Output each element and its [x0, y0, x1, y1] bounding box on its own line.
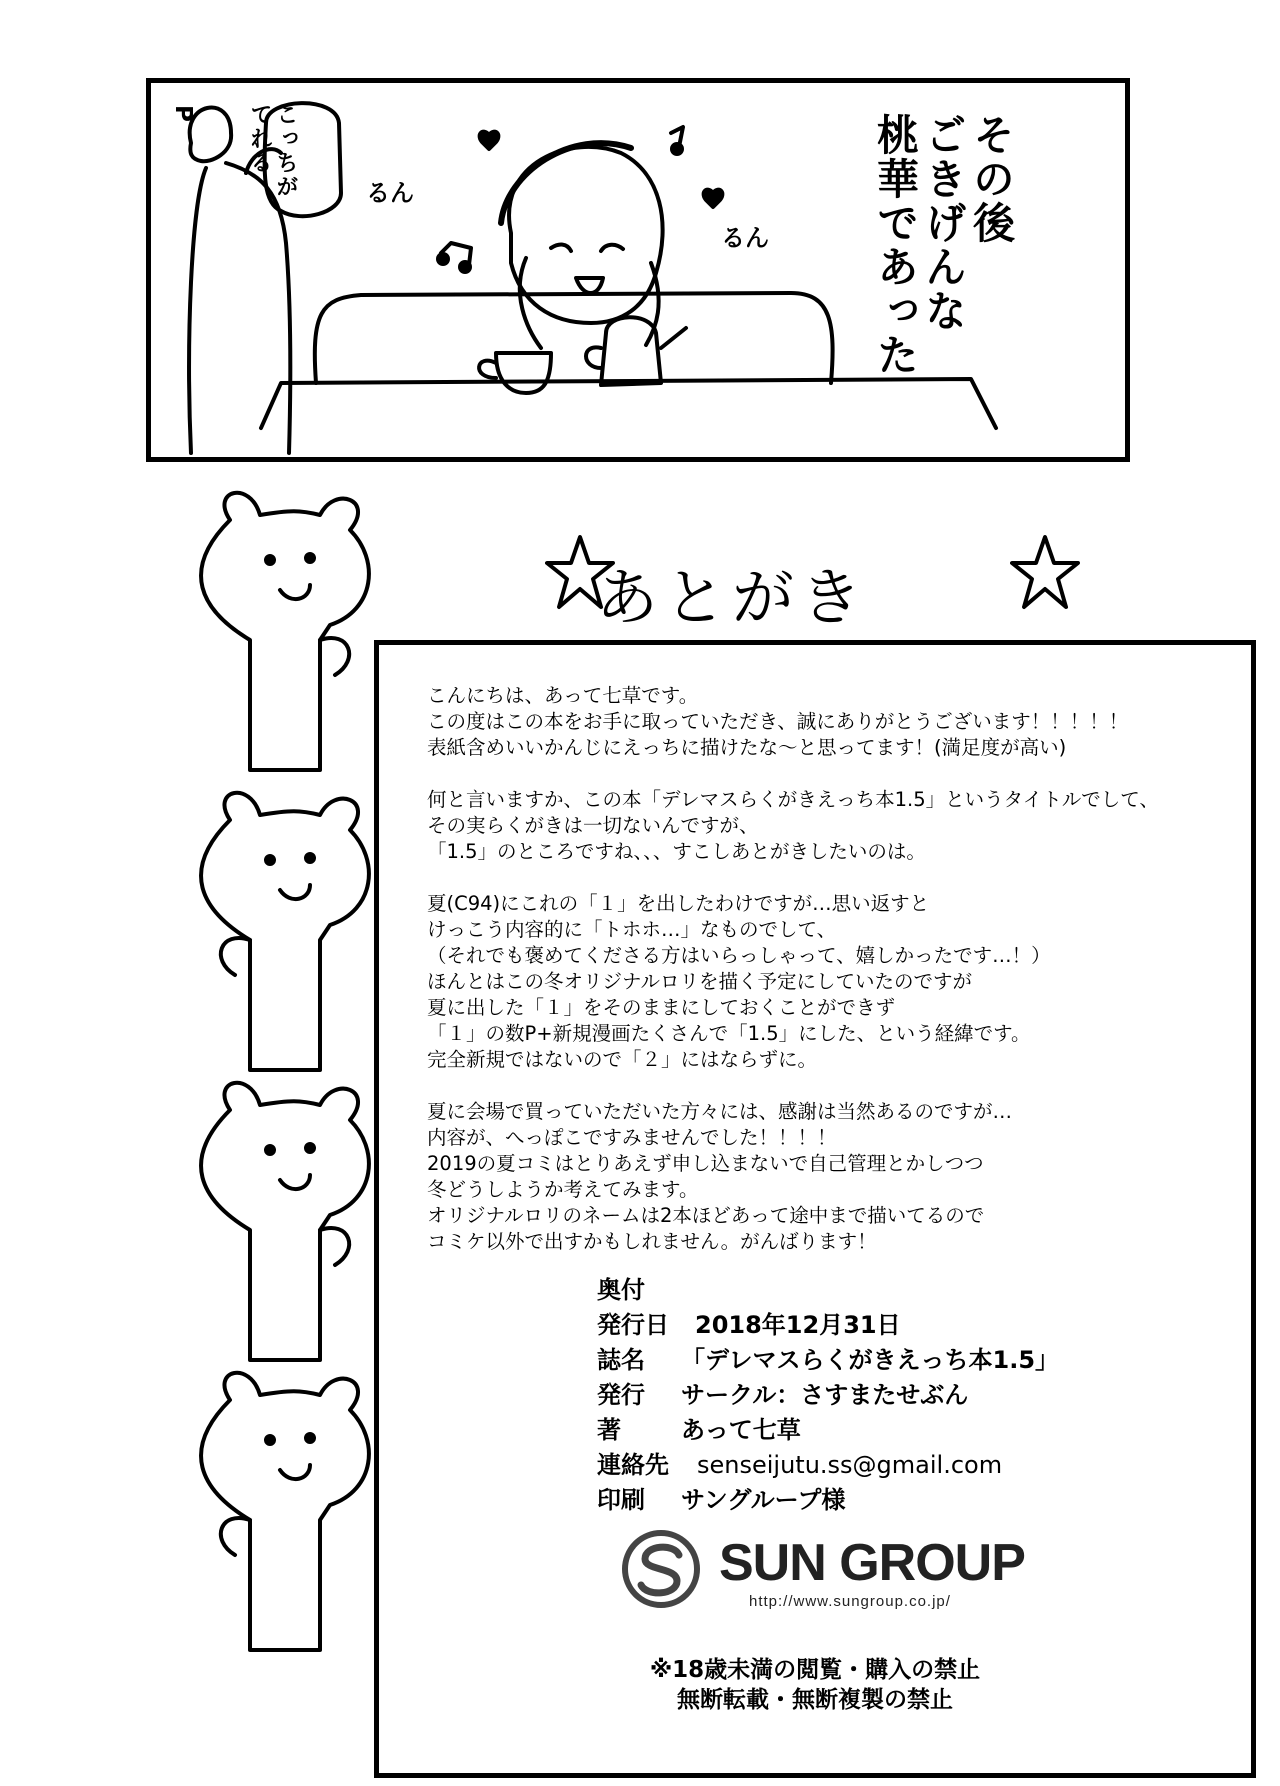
sfx-run-right: るん	[721, 224, 769, 252]
teacup	[496, 353, 551, 393]
afterword-paragraph: 何と言いますか、この本「デレマスらくがきえっち本1.5」というタイトルでして、 その実らくがきは一切ないんですが、 「1.5」のところですね、、、すこしあとがきしたいのは。	[427, 788, 1159, 863]
colophon-key: 発行日	[597, 1311, 669, 1339]
afterword-body	[427, 683, 1227, 1281]
comic-panel	[146, 78, 1130, 462]
afterword-paragraph: 夏に会場で買っていただいた方々には、感謝は当然あるのですが… 内容が、へっぽこですみませんでした！！！！ 2019の夏コミはとりあえず申し込まないで自己管理とかしつつ 冬どうしようか考えてみます。 オリジナルロリのネームは2本ほどあって途中まで描いてるので コミケ以外で出すかもしれません。がんばります！	[427, 1100, 1013, 1253]
girl-mouth	[576, 278, 603, 293]
narration-text: その後 ごきげんな 桃華であった	[871, 113, 1016, 377]
sun-group-logo	[619, 1527, 1039, 1627]
colophon-row	[597, 1483, 1059, 1518]
colophon-row	[597, 1413, 1059, 1448]
bear-2	[201, 793, 369, 1070]
colophon-heading: 奥付	[597, 1276, 645, 1304]
speech-bubble-text: こっちが てれる	[247, 103, 298, 199]
colophon-value: 2018年12月31日	[695, 1311, 901, 1339]
colophon-value: サングループ様	[681, 1486, 846, 1514]
star-icon-right	[1010, 533, 1080, 613]
sun-group-logo-text: SUN GROUP	[719, 1534, 1025, 1592]
bear-3	[201, 1083, 369, 1360]
heart-icon-2	[704, 190, 723, 207]
colophon-key: 連絡先	[597, 1451, 669, 1479]
colophon-key: 発行	[597, 1381, 645, 1409]
teapot	[601, 317, 661, 385]
colophon-row	[597, 1448, 1059, 1483]
heart-icon	[480, 132, 499, 149]
couch	[315, 293, 833, 383]
bear-column	[160, 490, 390, 1770]
colophon-row	[597, 1308, 1059, 1343]
colophon-row	[597, 1343, 1059, 1378]
colophon	[597, 1273, 1059, 1518]
bear-1	[201, 493, 369, 770]
afterword-box	[374, 640, 1256, 1778]
bear-4	[201, 1373, 369, 1650]
colophon-row	[597, 1378, 1059, 1413]
girl-head	[509, 147, 663, 323]
warnings	[379, 1655, 1251, 1715]
p-body-left	[189, 168, 206, 453]
afterword-paragraph: 夏(C94)にこれの「１」を出したわけですが…思い返すと けっこう内容的に「トホホ…」なものでして、 （それでも褒めてくださる方はいらっしゃって、嬉しかったです…！） ほんとはこの冬オリジナルロリを描く予定にしていたのですが 夏に出した「１」をそのままにしておくことができず 「１」の数P+新規漫画たくさんで「1.5」にした、という経緯です。 完全新規ではないので「２」にはならずに。	[427, 892, 1051, 1071]
colophon-value: サークル：さすまたせぶん	[681, 1381, 969, 1409]
sun-group-url[interactable]: http://www.sungroup.co.jp/	[749, 1593, 951, 1610]
afterword-title: あとがき	[596, 561, 869, 634]
p-label: P	[170, 105, 196, 124]
sun-group-logo-icon	[619, 1527, 709, 1617]
colophon-value: あって七草	[681, 1416, 801, 1444]
age-restriction-warning: ※18歳未満の閲覧・購入の禁止	[649, 1657, 981, 1683]
headband	[501, 143, 631, 223]
copyright-warning: 無断転載・無断複製の禁止	[677, 1687, 953, 1713]
colophon-value: 「デレマスらくがきえっち本1.5」	[681, 1346, 1060, 1374]
sfx-run-left: るん	[366, 179, 414, 207]
afterword-paragraph: こんにちは、あって七草です。 この度はこの本をお手に取っていただき、誠にありがとうございます！！！！！ 表紙含めいいかんじにえっちに描けたな～と思ってます！(満足度が高い)	[427, 684, 1129, 759]
colophon-key: 印刷	[597, 1486, 645, 1514]
colophon-key: 誌名	[597, 1346, 645, 1374]
colophon-email[interactable]: senseijutu.ss@gmail.com	[697, 1451, 1003, 1479]
colophon-key: 著	[597, 1416, 621, 1444]
